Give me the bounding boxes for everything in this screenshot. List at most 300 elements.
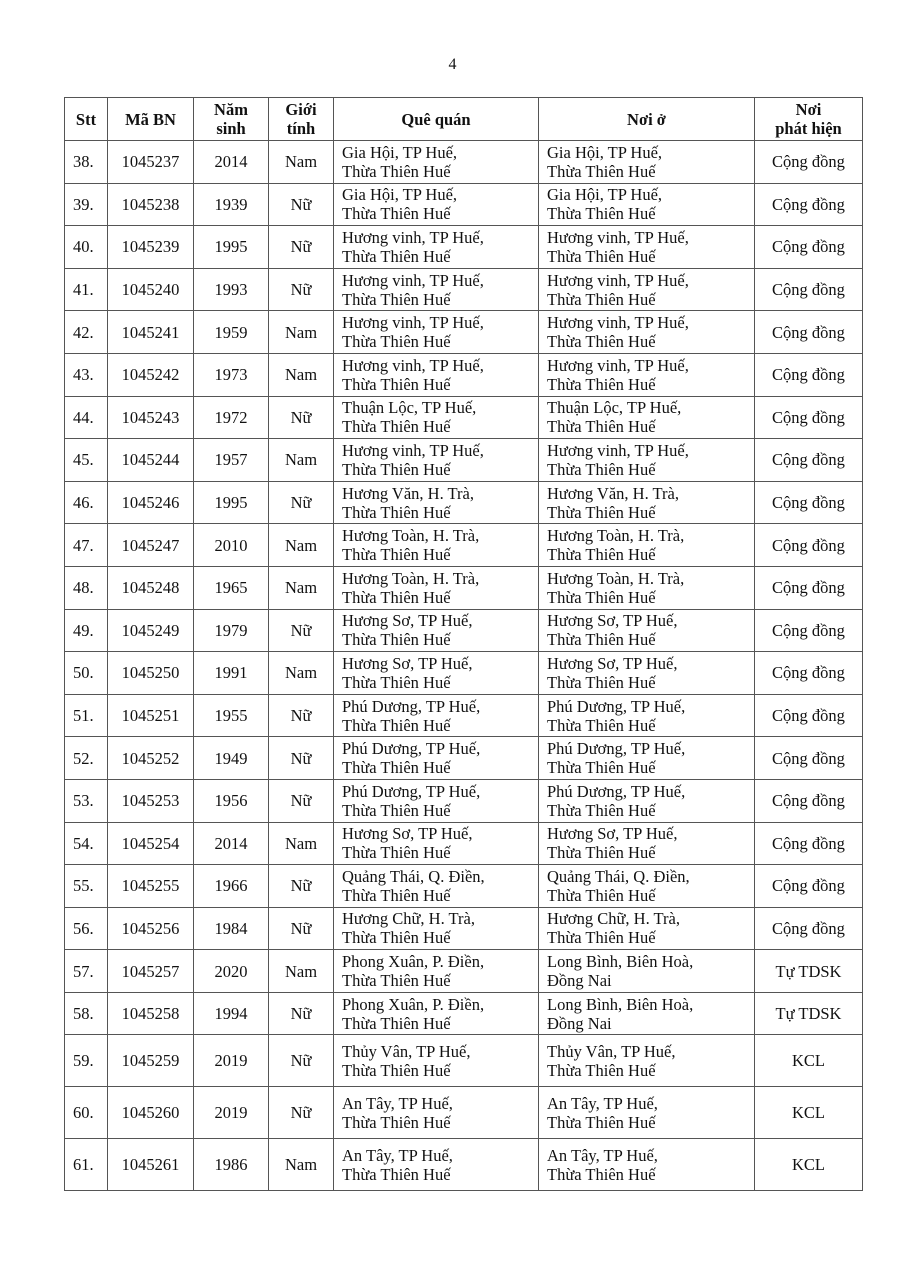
- cell-birth-year: 1957: [194, 439, 269, 482]
- cell-hometown-line: Thừa Thiên Huế: [342, 332, 451, 352]
- cell-hometown-line: Quảng Thái, Q. Điền,: [342, 866, 485, 886]
- cell-detection-place: Cộng đồng: [755, 609, 863, 652]
- cell-residence: [539, 481, 755, 524]
- cell-hometown: [334, 992, 539, 1035]
- cell-birth-year: 2014: [194, 141, 269, 184]
- cell-residence-line: Thừa Thiên Huế: [547, 289, 656, 309]
- cell-hometown-line: An Tây, TP Huế,: [342, 1145, 453, 1165]
- cell-gender: Nữ: [269, 1087, 334, 1139]
- cell-detection-place: Cộng đồng: [755, 141, 863, 184]
- cell-hometown-line: Phong Xuân, P. Điền,: [342, 952, 485, 972]
- cell-gender: Nữ: [269, 694, 334, 737]
- cell-residence: [539, 609, 755, 652]
- column-header-patient-id: [108, 98, 194, 141]
- cell-patient-id: 1045252: [108, 737, 194, 780]
- cell-residence-line: Hương vinh, TP Huế,: [547, 313, 689, 333]
- cell-residence-line: Long Bình, Biên Hoà,: [547, 952, 694, 972]
- cell-patient-id: 1045249: [108, 609, 194, 652]
- cell-hometown-line: Hương Văn, H. Trà,: [342, 483, 474, 503]
- table-row: [65, 652, 863, 695]
- cell-patient-id: 1045260: [108, 1087, 194, 1139]
- cell-detection-place: Cộng đồng: [755, 183, 863, 226]
- cell-gender: Nữ: [269, 226, 334, 269]
- cell-detection-place: Tự TDSK: [755, 992, 863, 1035]
- cell-patient-id: 1045251: [108, 694, 194, 737]
- cell-stt: 38.: [65, 141, 108, 184]
- table-row: [65, 822, 863, 865]
- table-row: [65, 992, 863, 1035]
- cell-residence-line: Phú Dương, TP Huế,: [547, 739, 686, 759]
- table-row: [65, 268, 863, 311]
- cell-detection-place: Cộng đồng: [755, 268, 863, 311]
- cell-gender: Nữ: [269, 907, 334, 950]
- cell-residence-line: Thuận Lộc, TP Huế,: [547, 398, 682, 418]
- cell-hometown-line: Hương Sơ, TP Huế,: [342, 653, 473, 673]
- cell-residence-line: Hương Sơ, TP Huế,: [547, 653, 678, 673]
- cell-gender: Nữ: [269, 737, 334, 780]
- cell-birth-year: 1986: [194, 1139, 269, 1191]
- cell-stt: 53.: [65, 779, 108, 822]
- cell-patient-id: 1045247: [108, 524, 194, 567]
- cell-hometown-line: Phú Dương, TP Huế,: [342, 739, 481, 759]
- cell-hometown-line: Phú Dương, TP Huế,: [342, 781, 481, 801]
- cell-patient-id: 1045253: [108, 779, 194, 822]
- cell-stt: 46.: [65, 481, 108, 524]
- cell-detection-place: Cộng đồng: [755, 396, 863, 439]
- cell-hometown-line: Thừa Thiên Huế: [342, 587, 451, 607]
- cell-patient-id: 1045243: [108, 396, 194, 439]
- cell-hometown: [334, 353, 539, 396]
- cell-hometown: [334, 822, 539, 865]
- cell-hometown-line: Thừa Thiên Huế: [342, 758, 451, 778]
- cell-hometown: [334, 1087, 539, 1139]
- cell-hometown-line: Hương vinh, TP Huế,: [342, 355, 484, 375]
- cell-residence: [539, 1087, 755, 1139]
- cell-detection-place: Cộng đồng: [755, 226, 863, 269]
- cell-gender: Nam: [269, 566, 334, 609]
- cell-residence: [539, 268, 755, 311]
- cell-residence-line: Thừa Thiên Huế: [547, 246, 656, 266]
- cell-hometown: [334, 907, 539, 950]
- cell-patient-id: 1045255: [108, 865, 194, 908]
- cell-residence-line: Thừa Thiên Huế: [547, 672, 656, 692]
- patient-table: [64, 97, 863, 1191]
- table-row: [65, 1035, 863, 1087]
- cell-gender: Nam: [269, 950, 334, 993]
- cell-residence-line: Thừa Thiên Huế: [547, 758, 656, 778]
- table-row: [65, 737, 863, 780]
- cell-detection-place: Cộng đồng: [755, 737, 863, 780]
- cell-stt: 59.: [65, 1035, 108, 1087]
- cell-residence: [539, 183, 755, 226]
- cell-birth-year: 1979: [194, 609, 269, 652]
- cell-residence: [539, 992, 755, 1035]
- cell-gender: Nam: [269, 439, 334, 482]
- cell-birth-year: 1965: [194, 566, 269, 609]
- cell-hometown-line: Thừa Thiên Huế: [342, 715, 451, 735]
- cell-detection-place: Cộng đồng: [755, 524, 863, 567]
- cell-residence-line: Thừa Thiên Huế: [547, 1164, 656, 1184]
- cell-hometown-line: Hương Chữ, H. Trà,: [342, 909, 475, 929]
- cell-hometown-line: Thừa Thiên Huế: [342, 971, 451, 991]
- table-row: [65, 1087, 863, 1139]
- column-header-text: Stt: [75, 109, 97, 129]
- cell-stt: 55.: [65, 865, 108, 908]
- cell-patient-id: 1045254: [108, 822, 194, 865]
- cell-hometown-line: Thừa Thiên Huế: [342, 289, 451, 309]
- column-header-birth-year: [194, 98, 269, 141]
- cell-hometown-line: Thừa Thiên Huế: [342, 630, 451, 650]
- cell-birth-year: 2010: [194, 524, 269, 567]
- cell-hometown-line: Thừa Thiên Huế: [342, 161, 451, 181]
- cell-hometown: [334, 226, 539, 269]
- column-header-residence: [539, 98, 755, 141]
- cell-hometown-line: Thừa Thiên Huế: [342, 1164, 451, 1184]
- cell-patient-id: 1045246: [108, 481, 194, 524]
- cell-hometown-line: Thừa Thiên Huế: [342, 885, 451, 905]
- cell-birth-year: 1995: [194, 481, 269, 524]
- column-header-text: Năm: [214, 100, 248, 119]
- cell-detection-place: Cộng đồng: [755, 822, 863, 865]
- cell-birth-year: 1939: [194, 183, 269, 226]
- table-row: [65, 865, 863, 908]
- cell-hometown-line: Hương Toàn, H. Trà,: [342, 568, 480, 588]
- cell-patient-id: 1045237: [108, 141, 194, 184]
- cell-residence-line: Hương Toàn, H. Trà,: [547, 526, 685, 546]
- column-header-detection-place: [755, 98, 863, 141]
- cell-residence-line: Thừa Thiên Huế: [547, 417, 656, 437]
- cell-detection-place: KCL: [755, 1035, 863, 1087]
- cell-hometown: [334, 694, 539, 737]
- cell-stt: 61.: [65, 1139, 108, 1191]
- cell-hometown: [334, 950, 539, 993]
- cell-hometown-line: Hương vinh, TP Huế,: [342, 227, 484, 247]
- cell-residence-line: Hương vinh, TP Huế,: [547, 270, 689, 290]
- cell-gender: Nữ: [269, 183, 334, 226]
- table-row: [65, 353, 863, 396]
- cell-stt: 54.: [65, 822, 108, 865]
- cell-hometown-line: Thuận Lộc, TP Huế,: [342, 398, 477, 418]
- cell-birth-year: 2020: [194, 950, 269, 993]
- cell-residence-line: Đồng Nai: [547, 1013, 612, 1033]
- cell-stt: 39.: [65, 183, 108, 226]
- cell-residence-line: Thừa Thiên Huế: [547, 630, 656, 650]
- cell-residence-line: Thừa Thiên Huế: [547, 715, 656, 735]
- cell-birth-year: 1959: [194, 311, 269, 354]
- cell-gender: Nam: [269, 353, 334, 396]
- cell-hometown: [334, 268, 539, 311]
- cell-hometown-line: Hương Toàn, H. Trà,: [342, 526, 480, 546]
- cell-hometown-line: An Tây, TP Huế,: [342, 1093, 453, 1113]
- cell-residence-line: Quảng Thái, Q. Điền,: [547, 866, 690, 886]
- cell-hometown: [334, 396, 539, 439]
- cell-hometown-line: Thừa Thiên Huế: [342, 1013, 451, 1033]
- cell-patient-id: 1045256: [108, 907, 194, 950]
- cell-residence-line: Hương Văn, H. Trà,: [547, 483, 679, 503]
- cell-residence: [539, 566, 755, 609]
- cell-gender: Nữ: [269, 609, 334, 652]
- table-header-row: [65, 98, 863, 141]
- cell-hometown-line: Thừa Thiên Huế: [342, 204, 451, 224]
- column-header-text: Giới: [285, 100, 317, 119]
- cell-detection-place: Cộng đồng: [755, 353, 863, 396]
- table-row: [65, 141, 863, 184]
- cell-residence: [539, 226, 755, 269]
- cell-residence-line: Thừa Thiên Huế: [547, 161, 656, 181]
- cell-patient-id: 1045238: [108, 183, 194, 226]
- cell-gender: Nam: [269, 822, 334, 865]
- cell-residence-line: Thừa Thiên Huế: [547, 459, 656, 479]
- cell-gender: Nữ: [269, 396, 334, 439]
- column-header-text: sinh: [216, 119, 246, 138]
- cell-hometown: [334, 183, 539, 226]
- cell-stt: 50.: [65, 652, 108, 695]
- cell-hometown-line: Hương Sơ, TP Huế,: [342, 824, 473, 844]
- cell-residence-line: Thừa Thiên Huế: [547, 928, 656, 948]
- cell-patient-id: 1045248: [108, 566, 194, 609]
- cell-hometown-line: Hương vinh, TP Huế,: [342, 270, 484, 290]
- cell-hometown-line: Hương Sơ, TP Huế,: [342, 611, 473, 631]
- cell-gender: Nữ: [269, 1035, 334, 1087]
- cell-residence-line: Thừa Thiên Huế: [547, 800, 656, 820]
- cell-stt: 60.: [65, 1087, 108, 1139]
- cell-residence-line: Thừa Thiên Huế: [547, 374, 656, 394]
- table-row: [65, 694, 863, 737]
- cell-gender: Nữ: [269, 779, 334, 822]
- cell-detection-place: Cộng đồng: [755, 439, 863, 482]
- cell-residence: [539, 907, 755, 950]
- cell-patient-id: 1045258: [108, 992, 194, 1035]
- cell-birth-year: 1984: [194, 907, 269, 950]
- cell-stt: 44.: [65, 396, 108, 439]
- table-row: [65, 226, 863, 269]
- cell-hometown-line: Thừa Thiên Huế: [342, 545, 451, 565]
- cell-residence-line: Hương Sơ, TP Huế,: [547, 611, 678, 631]
- cell-birth-year: 1995: [194, 226, 269, 269]
- cell-gender: Nam: [269, 141, 334, 184]
- cell-stt: 42.: [65, 311, 108, 354]
- cell-residence: [539, 1035, 755, 1087]
- column-header-text: Nơi ở: [627, 109, 666, 129]
- cell-residence-line: Thừa Thiên Huế: [547, 545, 656, 565]
- cell-detection-place: Cộng đồng: [755, 652, 863, 695]
- cell-detection-place: Cộng đồng: [755, 311, 863, 354]
- cell-residence: [539, 524, 755, 567]
- table-row: [65, 1139, 863, 1191]
- cell-detection-place: KCL: [755, 1087, 863, 1139]
- cell-residence-line: Thừa Thiên Huế: [547, 332, 656, 352]
- cell-residence-line: Thừa Thiên Huế: [547, 885, 656, 905]
- cell-patient-id: 1045242: [108, 353, 194, 396]
- cell-detection-place: KCL: [755, 1139, 863, 1191]
- table-row: [65, 311, 863, 354]
- cell-patient-id: 1045250: [108, 652, 194, 695]
- cell-birth-year: 1994: [194, 992, 269, 1035]
- cell-birth-year: 1991: [194, 652, 269, 695]
- cell-gender: Nữ: [269, 865, 334, 908]
- cell-hometown-line: Thừa Thiên Huế: [342, 1060, 451, 1080]
- cell-hometown-line: Hương vinh, TP Huế,: [342, 440, 484, 460]
- cell-gender: Nam: [269, 524, 334, 567]
- column-header-text: Nơi: [795, 100, 822, 119]
- cell-residence-line: Thừa Thiên Huế: [547, 204, 656, 224]
- cell-hometown: [334, 141, 539, 184]
- cell-birth-year: 1955: [194, 694, 269, 737]
- cell-residence-line: Thừa Thiên Huế: [547, 1112, 656, 1132]
- cell-residence-line: Hương Chữ, H. Trà,: [547, 909, 680, 929]
- cell-residence-line: Thừa Thiên Huế: [547, 1060, 656, 1080]
- cell-hometown-line: Gia Hội, TP Huế,: [342, 185, 458, 205]
- cell-birth-year: 1993: [194, 268, 269, 311]
- cell-hometown-line: Gia Hội, TP Huế,: [342, 142, 458, 162]
- table-row: [65, 950, 863, 993]
- table-row: [65, 481, 863, 524]
- cell-patient-id: 1045240: [108, 268, 194, 311]
- cell-stt: 49.: [65, 609, 108, 652]
- cell-patient-id: 1045241: [108, 311, 194, 354]
- cell-residence-line: Hương vinh, TP Huế,: [547, 355, 689, 375]
- cell-hometown-line: Thừa Thiên Huế: [342, 502, 451, 522]
- cell-hometown: [334, 481, 539, 524]
- cell-hometown-line: Phú Dương, TP Huế,: [342, 696, 481, 716]
- cell-residence-line: An Tây, TP Huế,: [547, 1145, 658, 1165]
- column-header-text: Quê quán: [401, 109, 471, 129]
- column-header-text: tính: [286, 119, 316, 138]
- cell-residence: [539, 141, 755, 184]
- cell-residence-line: Gia Hội, TP Huế,: [547, 142, 663, 162]
- cell-residence: [539, 950, 755, 993]
- table-row: [65, 396, 863, 439]
- cell-residence-line: An Tây, TP Huế,: [547, 1093, 658, 1113]
- cell-birth-year: 1966: [194, 865, 269, 908]
- cell-stt: 43.: [65, 353, 108, 396]
- cell-residence: [539, 822, 755, 865]
- cell-hometown-line: Thừa Thiên Huế: [342, 800, 451, 820]
- cell-residence: [539, 396, 755, 439]
- table-row: [65, 907, 863, 950]
- cell-stt: 47.: [65, 524, 108, 567]
- cell-hometown: [334, 865, 539, 908]
- cell-birth-year: 2014: [194, 822, 269, 865]
- table-row: [65, 566, 863, 609]
- cell-hometown-line: Thừa Thiên Huế: [342, 459, 451, 479]
- cell-detection-place: Cộng đồng: [755, 566, 863, 609]
- cell-hometown: [334, 439, 539, 482]
- cell-hometown: [334, 779, 539, 822]
- cell-birth-year: 1973: [194, 353, 269, 396]
- cell-detection-place: Tự TDSK: [755, 950, 863, 993]
- cell-patient-id: 1045257: [108, 950, 194, 993]
- cell-birth-year: 1949: [194, 737, 269, 780]
- table-row: [65, 609, 863, 652]
- table-row: [65, 183, 863, 226]
- cell-residence-line: Hương vinh, TP Huế,: [547, 227, 689, 247]
- cell-stt: 56.: [65, 907, 108, 950]
- cell-residence: [539, 779, 755, 822]
- cell-residence: [539, 439, 755, 482]
- cell-hometown-line: Hương vinh, TP Huế,: [342, 313, 484, 333]
- cell-patient-id: 1045261: [108, 1139, 194, 1191]
- cell-residence-line: Phú Dương, TP Huế,: [547, 781, 686, 801]
- cell-hometown: [334, 609, 539, 652]
- cell-residence-line: Hương vinh, TP Huế,: [547, 440, 689, 460]
- cell-residence-line: Thừa Thiên Huế: [547, 587, 656, 607]
- cell-residence-line: Gia Hội, TP Huế,: [547, 185, 663, 205]
- column-header-hometown: [334, 98, 539, 141]
- cell-residence-line: Hương Sơ, TP Huế,: [547, 824, 678, 844]
- cell-hometown: [334, 737, 539, 780]
- cell-residence: [539, 737, 755, 780]
- cell-hometown-line: Thừa Thiên Huế: [342, 672, 451, 692]
- cell-patient-id: 1045239: [108, 226, 194, 269]
- cell-patient-id: 1045259: [108, 1035, 194, 1087]
- cell-stt: 51.: [65, 694, 108, 737]
- cell-stt: 57.: [65, 950, 108, 993]
- cell-residence: [539, 652, 755, 695]
- cell-hometown: [334, 311, 539, 354]
- cell-residence-line: Thủy Vân, TP Huế,: [547, 1041, 676, 1061]
- table-body: [65, 141, 863, 1191]
- cell-residence-line: Phú Dương, TP Huế,: [547, 696, 686, 716]
- cell-stt: 41.: [65, 268, 108, 311]
- cell-residence: [539, 353, 755, 396]
- cell-birth-year: 2019: [194, 1087, 269, 1139]
- cell-hometown: [334, 1139, 539, 1191]
- cell-residence: [539, 311, 755, 354]
- cell-detection-place: Cộng đồng: [755, 907, 863, 950]
- cell-gender: Nữ: [269, 268, 334, 311]
- cell-hometown-line: Phong Xuân, P. Điền,: [342, 994, 485, 1014]
- column-header-text: Mã BN: [125, 109, 176, 129]
- page-number: 4: [448, 56, 457, 73]
- cell-stt: 52.: [65, 737, 108, 780]
- cell-detection-place: Cộng đồng: [755, 865, 863, 908]
- column-header-gender: [269, 98, 334, 141]
- cell-detection-place: Cộng đồng: [755, 481, 863, 524]
- cell-hometown: [334, 566, 539, 609]
- cell-gender: Nam: [269, 311, 334, 354]
- table-row: [65, 524, 863, 567]
- cell-hometown: [334, 524, 539, 567]
- table-row: [65, 779, 863, 822]
- cell-birth-year: 1972: [194, 396, 269, 439]
- cell-hometown-line: Thừa Thiên Huế: [342, 374, 451, 394]
- cell-residence-line: Đồng Nai: [547, 971, 612, 991]
- cell-residence: [539, 1139, 755, 1191]
- cell-birth-year: 1956: [194, 779, 269, 822]
- cell-stt: 45.: [65, 439, 108, 482]
- cell-hometown-line: Thừa Thiên Huế: [342, 1112, 451, 1132]
- cell-detection-place: Cộng đồng: [755, 779, 863, 822]
- cell-hometown: [334, 652, 539, 695]
- column-header-stt: [65, 98, 108, 141]
- cell-gender: Nữ: [269, 481, 334, 524]
- cell-gender: Nữ: [269, 992, 334, 1035]
- cell-residence: [539, 694, 755, 737]
- cell-hometown-line: Thủy Vân, TP Huế,: [342, 1041, 471, 1061]
- cell-detection-place: Cộng đồng: [755, 694, 863, 737]
- cell-residence-line: Long Bình, Biên Hoà,: [547, 994, 694, 1014]
- cell-residence-line: Thừa Thiên Huế: [547, 843, 656, 863]
- cell-hometown-line: Thừa Thiên Huế: [342, 843, 451, 863]
- cell-birth-year: 2019: [194, 1035, 269, 1087]
- cell-hometown-line: Thừa Thiên Huế: [342, 417, 451, 437]
- cell-gender: Nam: [269, 1139, 334, 1191]
- cell-patient-id: 1045244: [108, 439, 194, 482]
- table-row: [65, 439, 863, 482]
- cell-residence-line: Hương Toàn, H. Trà,: [547, 568, 685, 588]
- cell-hometown-line: Thừa Thiên Huế: [342, 928, 451, 948]
